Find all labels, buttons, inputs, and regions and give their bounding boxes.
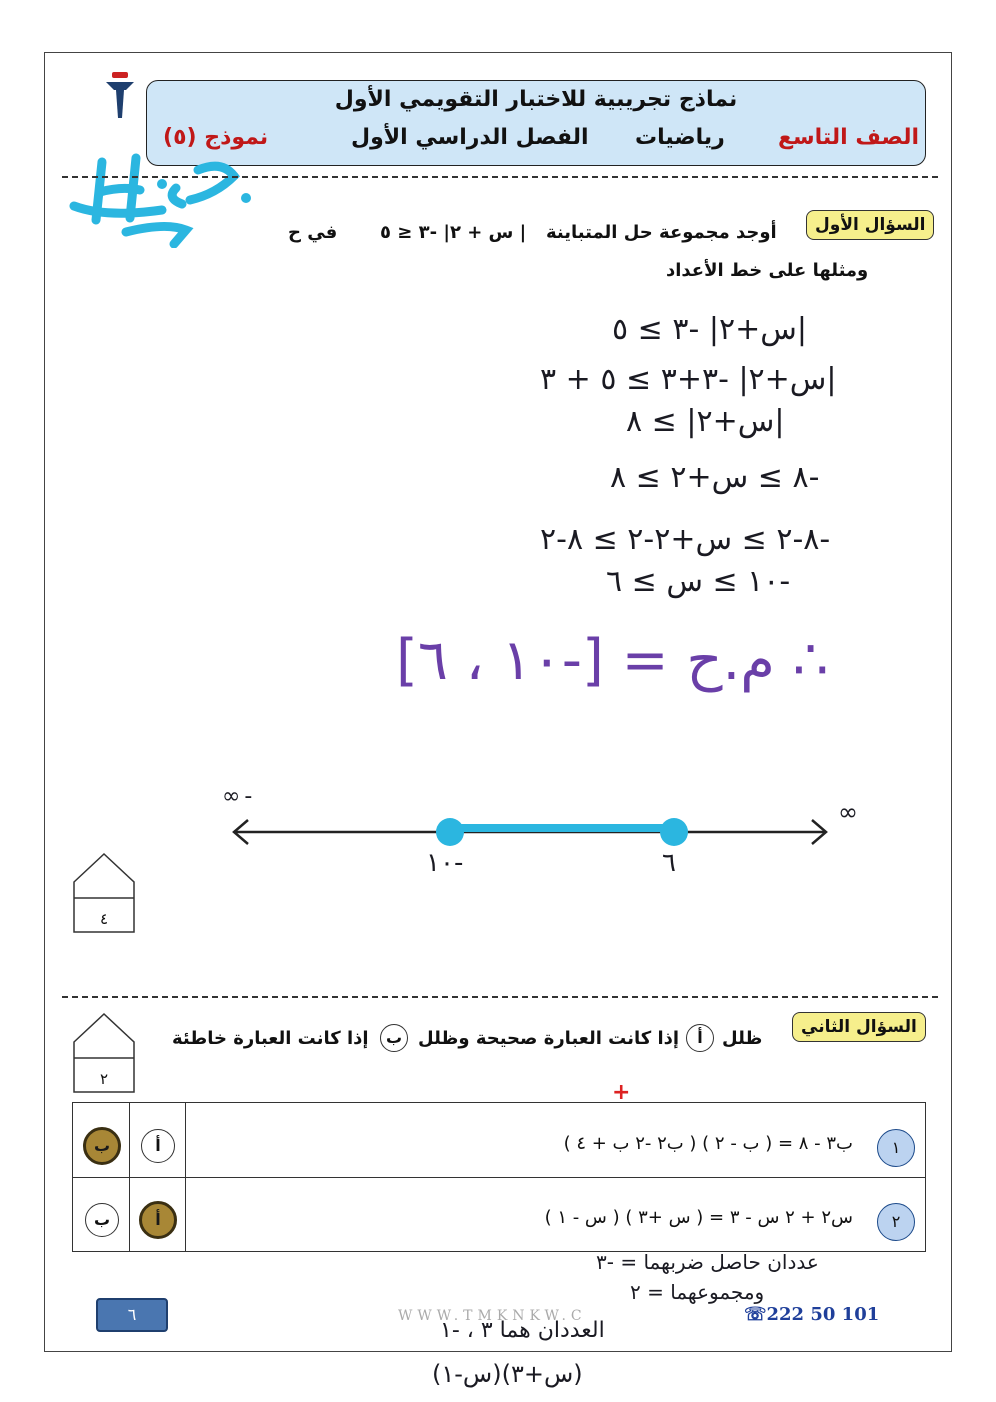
- note-line-3: العددان هما ٣ ، -١: [440, 1318, 605, 1343]
- section-divider: [62, 996, 938, 998]
- question-2-instruction-b: إذا كانت العبارة صحيحة وظلل: [418, 1028, 680, 1049]
- true-false-table: [72, 1102, 926, 1252]
- page-number: ٦: [96, 1298, 168, 1332]
- question-1-badge: السؤال الأول: [806, 210, 934, 240]
- question-2-instruction-a: ظلل: [722, 1028, 763, 1049]
- option-b-circle[interactable]: ب: [85, 1203, 119, 1237]
- row-number: ١: [877, 1129, 915, 1167]
- question-1-prompt: أوجد مجموعة حل المتباينة: [546, 222, 777, 243]
- instruction-option-b: ب: [380, 1024, 408, 1052]
- term-label: الفصل الدراسي الأول: [351, 125, 589, 150]
- section-divider: [62, 176, 938, 178]
- numberline-left-label: -∞: [222, 784, 257, 809]
- subject-label: رياضيات: [635, 125, 725, 150]
- solution-step-3: |س+٢| ≥ ٨: [626, 404, 785, 439]
- option-a-circle[interactable]: أ: [141, 1129, 175, 1163]
- instruction-option-a: أ: [686, 1024, 714, 1052]
- option-a-circle-selected[interactable]: أ: [139, 1201, 177, 1239]
- question-2-instruction-c: إذا كانت العبارة خاطئة: [172, 1028, 369, 1049]
- table-row: [73, 1177, 925, 1251]
- statement-text: س٢ + ٢ س - ٣ = ( س +٣ ) ( س - ١ ): [544, 1207, 853, 1228]
- question-2-score-box: [72, 1012, 136, 1094]
- question-1-score: ٤: [99, 910, 109, 928]
- question-1-inequality: | س + ٢| -٣ ≤ ٥: [380, 222, 527, 243]
- statement-text: ب٣ - ٨ = ( ب - ٢ ) ( ب٢ -٢ ب + ٤ ): [563, 1133, 853, 1154]
- number-line: [220, 790, 910, 890]
- solution-step-5: -٨-٢ ≥ س+٢-٢ ≥ ٨-٢: [540, 522, 831, 557]
- footer-website: WWW.TMKNKW.C: [398, 1308, 587, 1324]
- solution-step-4: -٨ ≥ س+٢ ≥ ٨: [610, 460, 820, 495]
- numberline-point-right: ٦: [662, 848, 676, 878]
- note-line-1: عددان حاصل ضربهما = -٣: [596, 1250, 819, 1274]
- solution-step-6: -١٠ ≥ س ≥ ٦: [606, 564, 791, 599]
- question-1-prompt-2: ومثلها على خط الأعداد: [666, 260, 869, 281]
- option-b-circle-selected[interactable]: ب: [83, 1127, 121, 1165]
- question-2-badge: السؤال الثاني: [792, 1012, 926, 1042]
- exam-title: نماذج تجريبية للاختبار التقويمي الأول: [334, 87, 738, 112]
- question-1-domain: في ح: [288, 222, 338, 243]
- solution-step-2: |س+٢| -٣+٣ ≥ ٥ + ٣: [540, 362, 837, 397]
- table-row: [73, 1103, 925, 1177]
- model-label: نموذج (٥): [163, 125, 269, 150]
- footer-phone: ☏222 50 101: [744, 1304, 880, 1325]
- note-line-4: (س+٣)(س-١): [432, 1360, 583, 1388]
- note-line-2: ومجموعهما = ٢: [630, 1280, 765, 1304]
- solution-answer: ∴ م.ح = [-١٠ ، ٦]: [396, 628, 829, 693]
- solution-step-1: |س+٢| -٣ ≥ ٥: [612, 312, 807, 347]
- teacher-signature-logo: [66, 148, 256, 248]
- correction-mark: +: [612, 1080, 631, 1105]
- question-1-score-box: [72, 852, 136, 934]
- grade-label: الصف التاسع: [777, 125, 919, 150]
- numberline-point-left: -١٠: [426, 848, 464, 878]
- header-banner: [146, 80, 926, 166]
- numberline-right-label: ∞: [838, 798, 862, 826]
- logo-icon: [100, 70, 140, 124]
- row-number: ٢: [877, 1203, 915, 1241]
- question-2-score: ٢: [99, 1070, 109, 1088]
